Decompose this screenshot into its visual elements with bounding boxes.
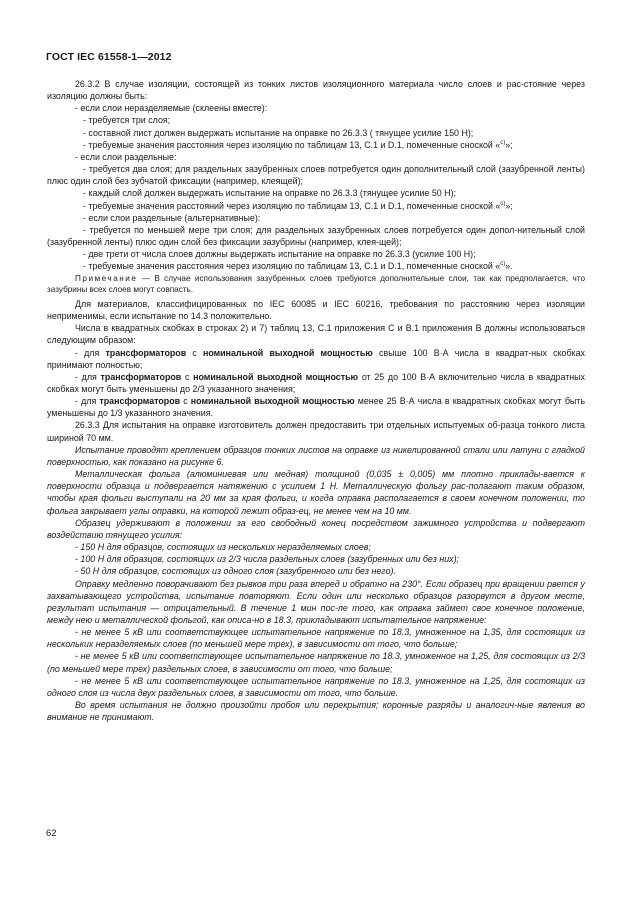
list-item: - для трансформаторов с номинальной выходной мощностью свыше 100 В·А числа в квадрат-ных скобках принимают полностью; (47, 347, 585, 370)
paragraph: Во время испытания не должно произойти пробоя или перекрытия; коронные разряды и аналогич-ные явления во внимание не принимают. (47, 700, 585, 723)
paragraph: Оправку медленно поворачивают без рывков три раза вперед и обратно на 230°. Если образец при вращении рвется у захватывающего устройства, испытание повторяют. Если один или несколько образцов разорвутся в другом месте, результат испытания — отрицательный. В течение 1 мин пос-ле того, как оправка займет свое конечное положение, между нею и металлической фольгой, как описа-но в 18.3, прикладывают испытательное напряжение: (47, 578, 585, 625)
list-item: - каждый слой должен выдержать испытание на оправке по 26.3.3 (тянущее усилие 50 Н); (83, 188, 456, 199)
list-item: - требуется по меньшей мере три слоя; для раздельных зазубренных слоев потребуется один допол-нительный слой (зазубренной ленты) плюс один слой без фиксации зазубрины (например, клея-щей); (47, 224, 585, 248)
paragraph: Образец удерживают в положении за его свободный конец посредством зажимного устройства и подвергают воздействию тянущего усилия: (47, 517, 585, 540)
list-item: - не менее 5 кВ или соответствующее испытательное напряжение по 18.3, умноженное на 1,25, для состоящих из одного слоя из числа двух раздельных слоев, в зависимости от того, что больше. (47, 675, 585, 698)
list-item: - если слои раздельные: (75, 151, 177, 162)
paragraph: Числа в квадратных скобках в строках 2) и 7) таблиц 13, С.1 приложения С и В.1 приложения В должны использоваться следующим образом: (47, 323, 585, 346)
note: Примечание — В случае использования зазубренных слоев требуются дополнительные слои, так как предполагается, что зазубрины всех слоев могут совпасть. (47, 273, 585, 294)
document-header: ГОСТ IEC 61558-1—2012 (46, 51, 172, 63)
paragraph: 26.3.3 Для испытания на оправке изготовитель должен предоставить три отдельных испытуемых об-разца тонкого листа шириной 70 мм. (47, 420, 585, 443)
list-item: - 50 Н для образцов, состоящих из одного слоя (зазубренного или без него). (75, 566, 396, 577)
paragraph: Испытание проводят креплением образцов тонких листов на оправке из никелированной стали или латуни с гладкой поверхностью, как показано на рисунке 6. (47, 444, 585, 467)
list-item: - если слои раздельные (альтернативные): (83, 212, 261, 223)
list-item: - требуемые значения расстояния через изоляцию по таблицам 13, С.1 и D.1, помеченные сноской «$^{с)}$». (83, 261, 513, 272)
document-body (47, 78, 585, 723)
list-item: - требуется два слоя; для раздельных зазубренных слоев потребуется один дополнительный слой (зазубренной ленты) плюс один слой без зубчатой фиксации (например, клеящей); (47, 164, 585, 187)
paragraph: 26.3.2 В случае изоляции, состоящей из тонких листов изоляционного материала число слоев и рас-стояние через изоляцию должны быть: (47, 79, 585, 102)
list-item: - для трансформаторов с номинальной выходной мощностью менее 25 В·А числа в квадратных скобках могут быть уменьшены до 1/3 указанного значения. (47, 396, 585, 419)
paragraph: Металлическая фольга (алюминиевая или медная) толщиной (0,035 ± 0,005) мм плотно приклады-вается к поверхности образца и подвергается натяжению с усилием 1 Н. Металлическую фольгу рас-полагают таким образом, чтобы края фольги выступали на 20 мм за края фольги, и когда оправка располагается в своем конечном положении, то фольга закрывает углы оправки, на которой лежит образ-ец, не менее чем на 10 мм. (47, 469, 585, 516)
list-item: - две трети от числа слоев должны выдержать испытание на оправке по 26.3.3 (усилие 100 Н); (83, 249, 476, 260)
list-item: - не менее 5 кВ или соответствующее испытательное напряжение по 18.3, умноженное на 1,35, для состоящих из нескольких неразделяемых слоев (по меньшей мере трех), в зависимости от того, что больше; (47, 627, 585, 650)
list-item: - не менее 5 кВ или соответствующее испытательное напряжение по 18.3, умноженное на 1,25, для состоящих из 2/3 (по меньшей мере трех) раздельных слоев, в зависимости от того, что больше; (47, 651, 585, 674)
list-item: - требуется три слоя; (83, 115, 171, 126)
list-item: - 150 Н для образцов, состоящих из нескольких неразделяемых слоев; (75, 542, 371, 553)
list-item: - если слои неразделяемые (склеены вместе): (75, 103, 268, 114)
paragraph: Для материалов, классифицированных по IEC 60085 и IEC 60216, требования по расстоянию через изоляции неприменимы, если испытание по 14.3 положительно. (47, 298, 585, 322)
list-item: - составной лист должен выдержать испытание на оправке по 26.3.3 ( тянущее усилие 150 Н); (83, 127, 474, 138)
page-number: 62 (46, 828, 57, 839)
list-item: - 100 Н для образцов, состоящих из 2/3 числа раздельных слоев (зазубренных или без них); (75, 554, 460, 565)
list-item: - требуемые значения расстояний через изоляцию по таблицам 13, С.1 и D.1, помеченные сноской «$^{с)}$»; (83, 200, 513, 211)
list-item: - для трансформаторов с номинальной выходной мощностью от 25 до 100 В·А включительно числа в квадратных скобках могут быть уменьшены до 2/3 указанного значения; (47, 371, 585, 394)
list-item: - требуемые значения расстояния через изоляцию по таблицам 13, С.1 и D.1, помеченные сноской «$^{с)}$»; (83, 139, 513, 150)
